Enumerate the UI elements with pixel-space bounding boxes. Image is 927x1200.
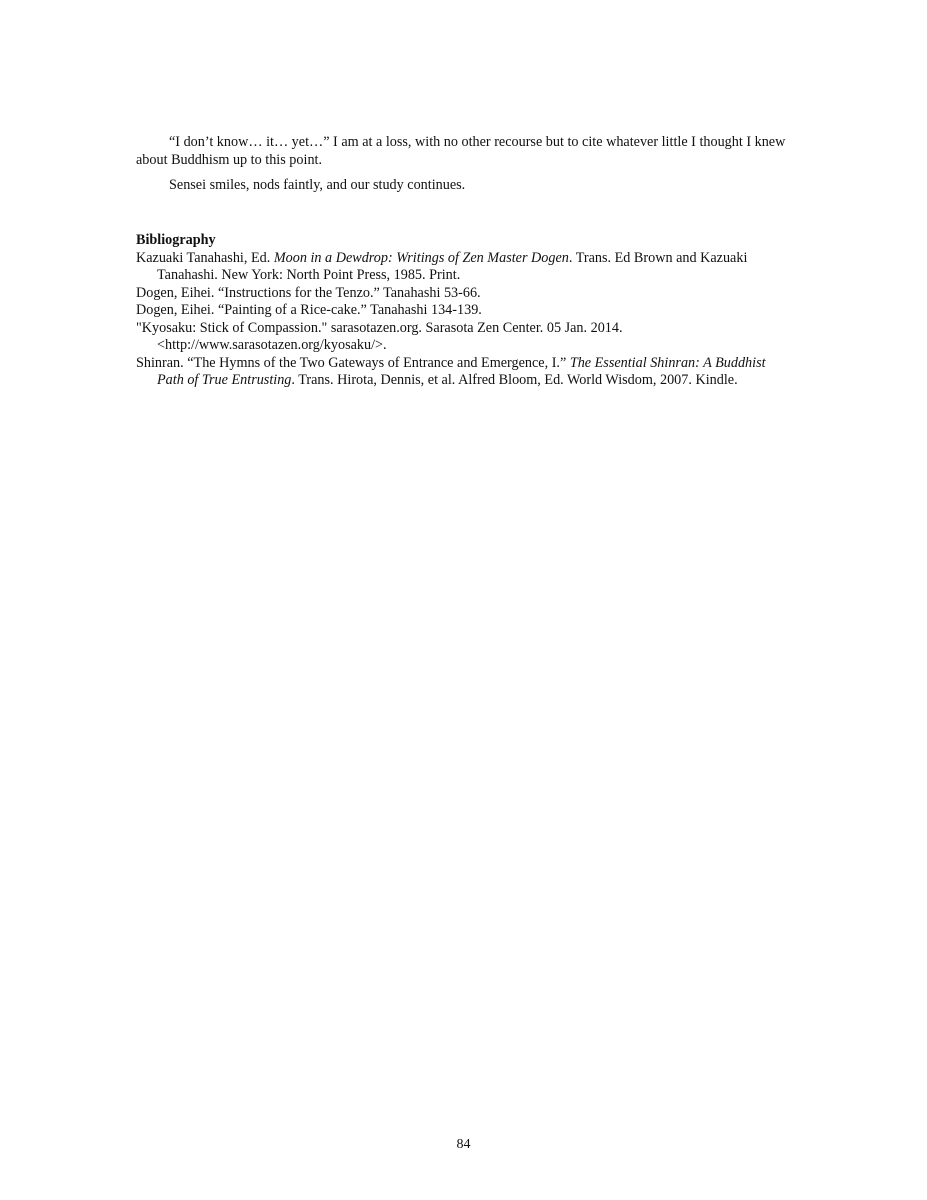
entry-text: "Kyosaku: Stick of Compassion." sarasotazen.org. Sarasota Zen Center. 05 Jan. 2014. <http://www.sarasotazen.org/kyosaku/>.	[136, 319, 623, 353]
bibliography-section	[136, 232, 792, 390]
entry-title: The Essential Shinran: A Buddhist Path of True Entrusting	[157, 354, 766, 388]
entry-text: Dogen, Eihei. “Painting of a Rice-cake.” Tanahashi 134-139.	[136, 302, 482, 318]
body-text	[136, 134, 792, 203]
entry-text: Dogen, Eihei. “Instructions for the Tenzo.” Tanahashi 53-66.	[136, 284, 481, 301]
page-number: 84	[456, 1137, 471, 1152]
bibliography-entry	[136, 285, 792, 303]
entry-text: Kazuaki Tanahashi, Ed.	[136, 249, 274, 266]
entry-title: Moon in a Dewdrop: Writings of Zen Master Dogen	[273, 249, 569, 266]
bibliography-entry	[136, 355, 792, 390]
bibliography-heading: Bibliography	[136, 232, 216, 248]
body-paragraph: Sensei smiles, nods faintly, and our study continues.	[169, 177, 466, 193]
bibliography-list	[136, 250, 792, 390]
entry-text: . Trans. Hirota, Dennis, et al. Alfred Bloom, Ed. World Wisdom, 2007. Kindle.	[291, 372, 738, 388]
bibliography-entry	[136, 320, 792, 355]
body-paragraph: “I don’t know… it… yet…” I am at a loss, with no other recourse but to cite whatever little I thought I knew about Buddhism up to this point.	[136, 134, 786, 168]
entry-text: . Trans. Ed Brown and Kazuaki Tanahashi. New York: North Point Press, 1985. Print.	[157, 249, 748, 283]
entry-text: Shinran. “The Hymns of the Two Gateways of Entrance and Emergence, I.”	[136, 354, 570, 371]
bibliography-entry	[136, 302, 792, 320]
bibliography-entry	[136, 250, 792, 285]
